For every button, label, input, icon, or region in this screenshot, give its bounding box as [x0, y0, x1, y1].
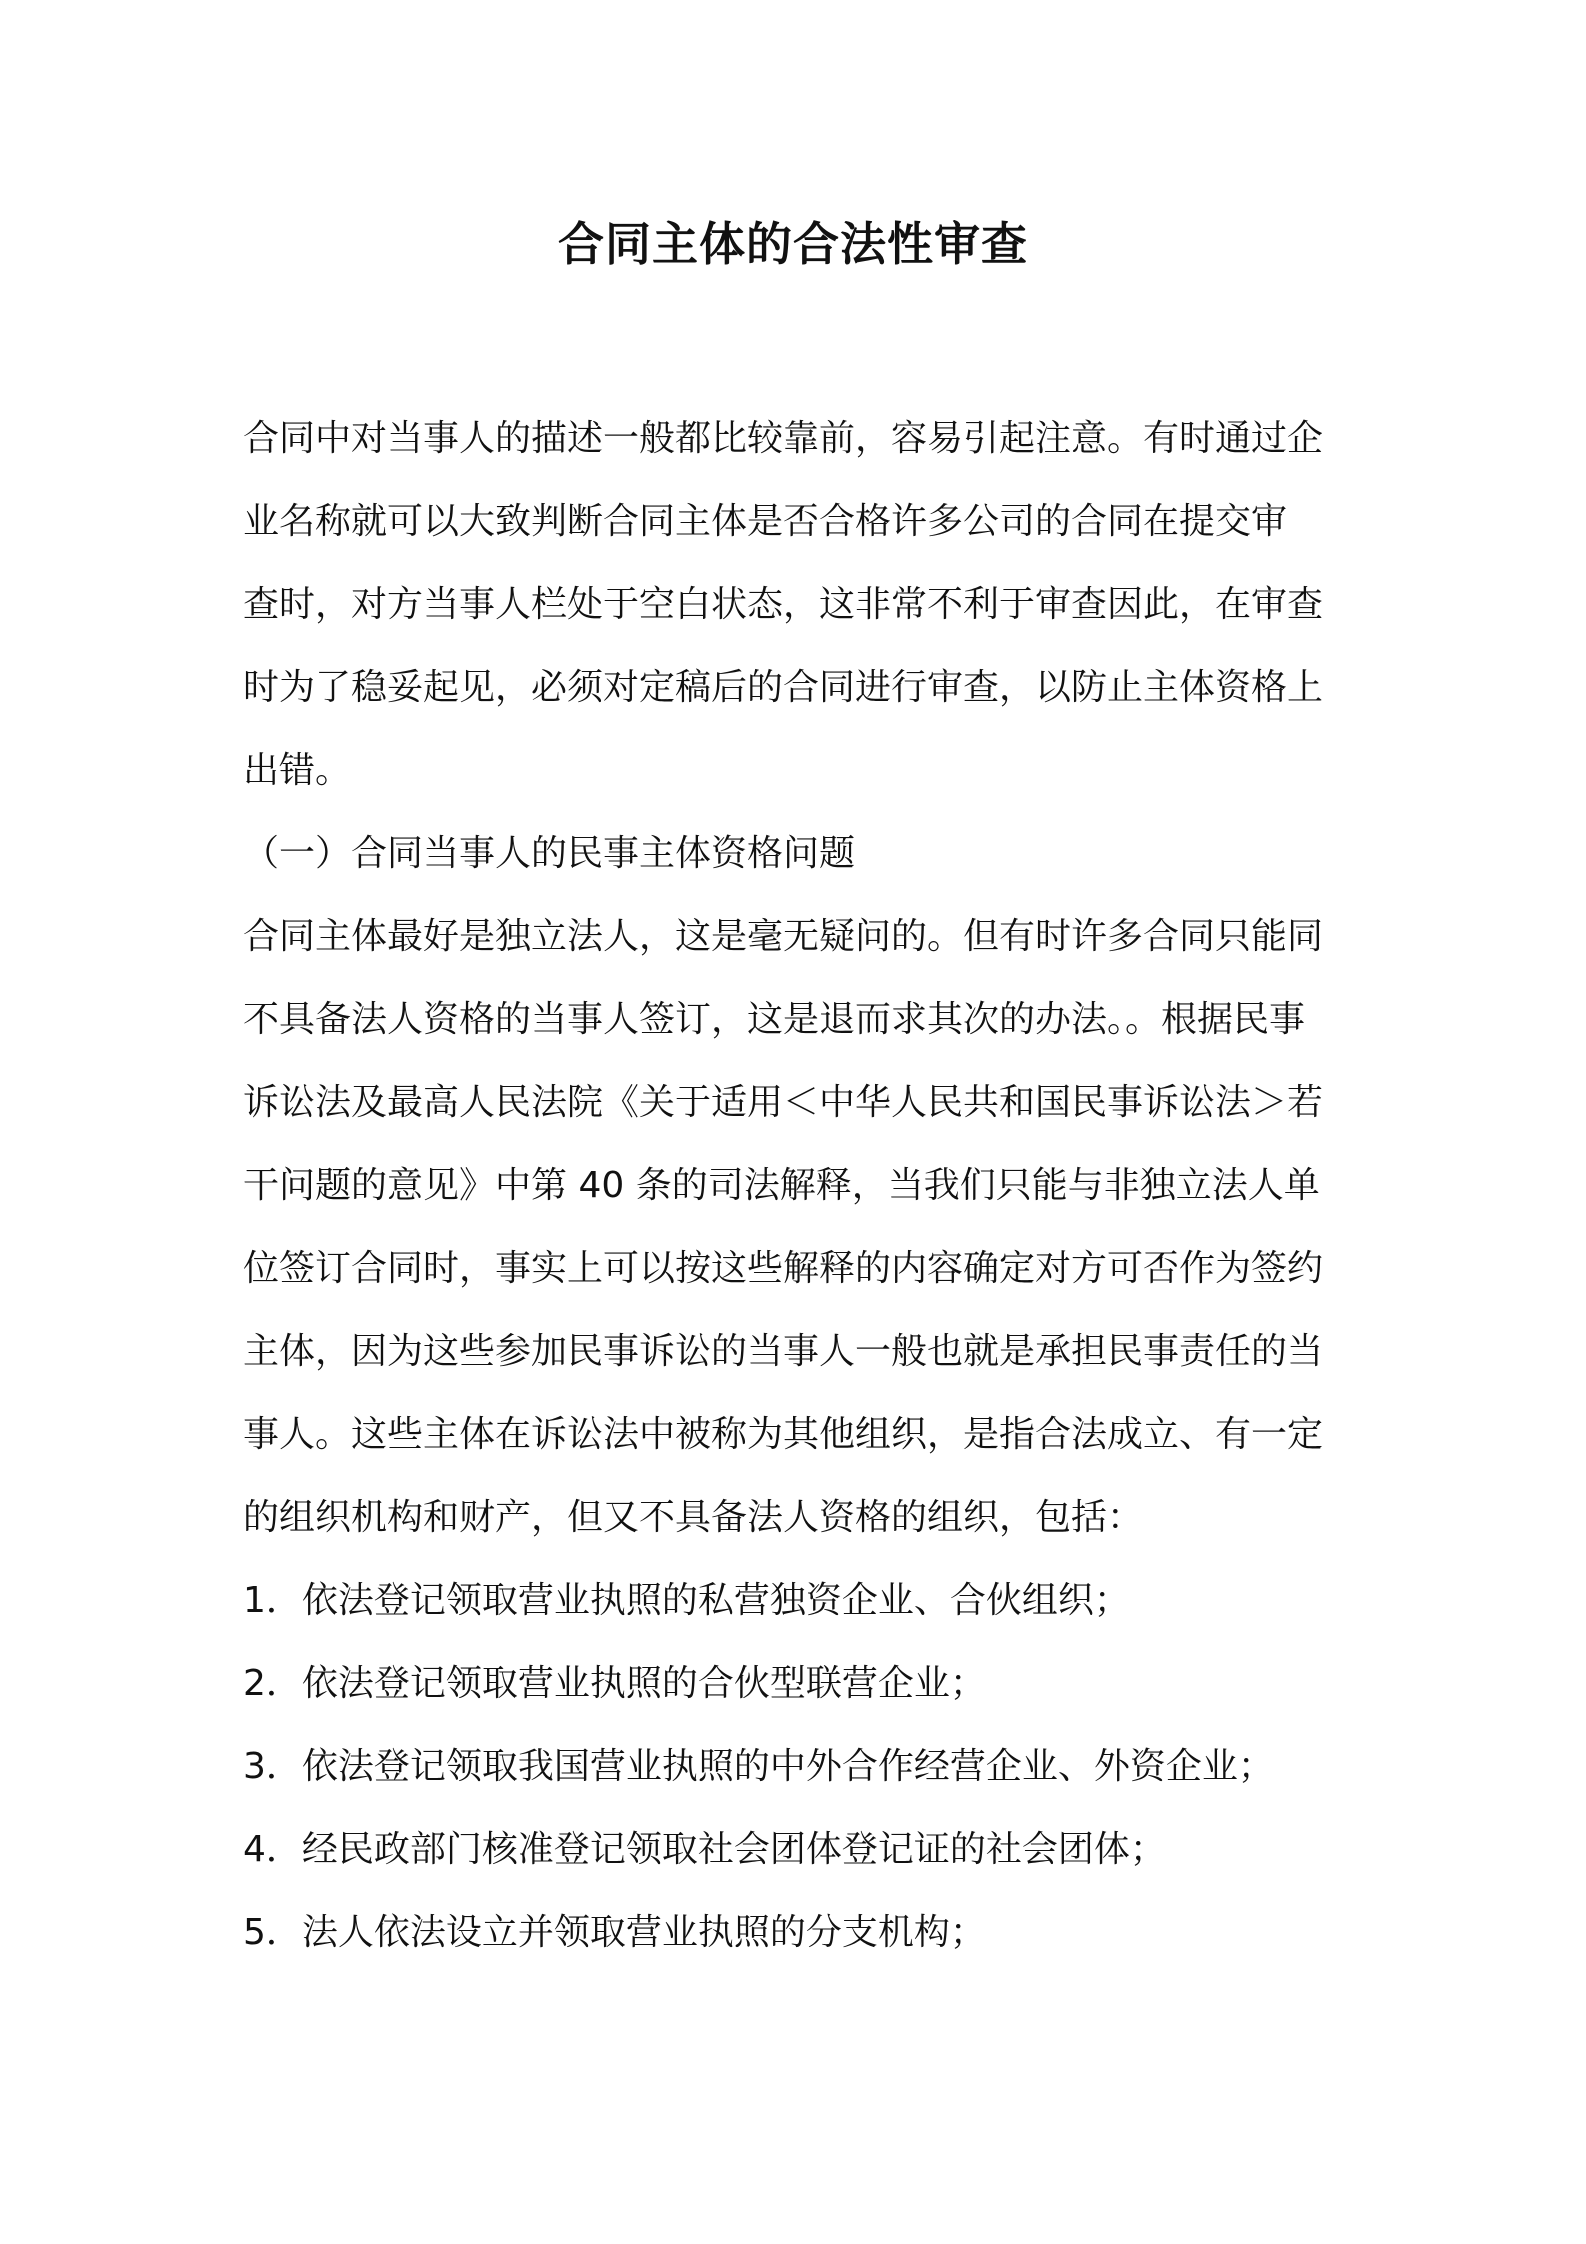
- paragraph-line: 合同中对当事人的描述一般都比较靠前，容易引起注意。有时通过企: [243, 418, 1324, 459]
- paragraph-line: 事人。这些主体在诉讼法中被称为其他组织，是指合法成立、有一定: [243, 1414, 1324, 1455]
- paragraph-line: 时为了稳妥起见，必须对定稿后的合同进行审查，以防止主体资格上: [243, 667, 1324, 708]
- list-item: 2．依法登记领取营业执照的合伙型联营企业；: [243, 1663, 986, 1704]
- list-item: 1．依法登记领取营业执照的私营独资企业、合伙组织；: [243, 1580, 1130, 1621]
- paragraph-line: 合同主体最好是独立法人，这是毫无疑问的。但有时许多合同只能同: [243, 916, 1324, 957]
- paragraph-line: 主体，因为这些参加民事诉讼的当事人一般也就是承担民事责任的当: [243, 1331, 1324, 1372]
- list-item: 3．依法登记领取我国营业执照的中外合作经营企业、外资企业；: [243, 1746, 1274, 1787]
- paragraph-line: 查时，对方当事人栏处于空白状态，这非常不利于审查因此，在审查: [243, 584, 1324, 625]
- paragraph-line: 位签订合同时，事实上可以按这些解释的内容确定对方可否作为签约: [243, 1248, 1324, 1289]
- list-item: 4．经民政部门核准登记领取社会团体登记证的社会团体；: [243, 1829, 1166, 1870]
- paragraph-line: 业名称就可以大致判断合同主体是否合格许多公司的合同在提交审: [243, 501, 1288, 542]
- paragraph-line: 不具备法人资格的当事人签订，这是退而求其次的办法。。根据民事: [243, 999, 1306, 1040]
- paragraph-line: 干问题的意见》中第 40 条的司法解释，当我们只能与非独立法人单: [243, 1165, 1320, 1206]
- paragraph-line: 出错。: [243, 750, 352, 791]
- list-item: 5．法人依法设立并领取营业执照的分支机构；: [243, 1912, 986, 1953]
- paragraph-line: 诉讼法及最高人民法院《关于适用＜中华人民共和国民事诉讼法＞若: [243, 1082, 1324, 1123]
- paragraph-line: 的组织机构和财产，但又不具备法人资格的组织，包括：: [243, 1497, 1144, 1538]
- document-title: 合同主体的合法性审查: [558, 217, 1028, 271]
- section-heading: （一）合同当事人的民事主体资格问题: [243, 833, 856, 874]
